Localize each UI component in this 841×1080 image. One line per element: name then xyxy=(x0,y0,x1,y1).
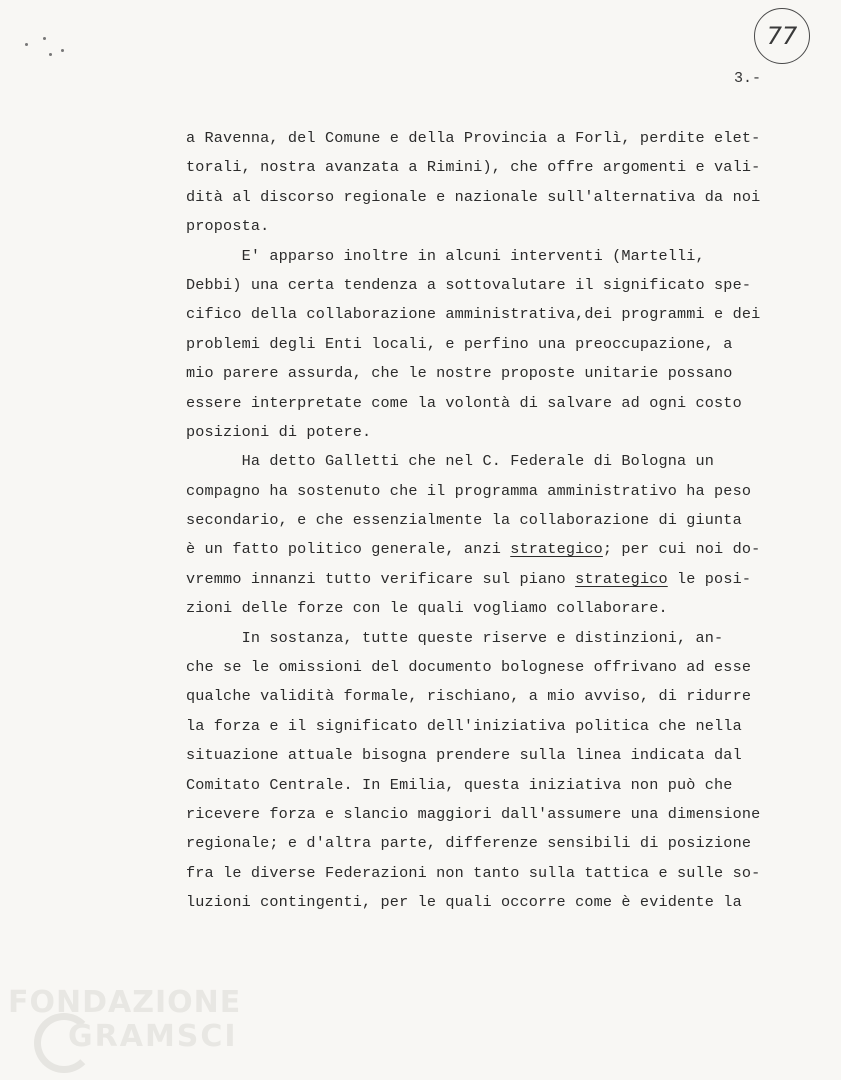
text-line: problemi degli Enti locali, e perfino una preoccupazione, a xyxy=(186,334,733,353)
text-line: qualche validità formale, rischiano, a mio avviso, di ridurre xyxy=(186,687,752,706)
text-line: luzioni contingenti, per le quali occorre come è evidente la xyxy=(186,893,742,912)
body-text xyxy=(186,124,786,918)
text-line: zioni delle forze con le quali vogliamo collaborare. xyxy=(186,599,668,618)
archive-page-stamp xyxy=(754,8,810,64)
watermark-line1: FONDAZIONE xyxy=(8,985,242,1020)
text-line: mio parere assurda, che le nostre proposte unitarie possano xyxy=(186,364,733,383)
underlined-word: strategico xyxy=(510,540,603,559)
text-line: proposta. xyxy=(186,217,270,236)
text-line: che se le omissioni del documento bolognese offrivano ad esse xyxy=(186,658,752,677)
text-line: Comitato Centrale. In Emilia, questa iniziativa non può che xyxy=(186,775,733,794)
underlined-word: strategico xyxy=(575,569,668,588)
stamp-number: 77 xyxy=(766,22,798,50)
text-line: E' apparso inoltre in alcuni interventi (Martelli, xyxy=(186,246,705,265)
text-line: secondario, e che essenzialmente la collaborazione di giunta xyxy=(186,511,742,530)
text-line: essere interpretate come la volontà di salvare ad ogni costo xyxy=(186,393,742,412)
text-line: è un fatto politico generale, anzi strategico; per cui noi do- xyxy=(186,540,761,559)
text-line: Debbi) una certa tendenza a sottovalutare il significato spe- xyxy=(186,275,752,294)
text-line: situazione attuale bisogna prendere sulla linea indicata dal xyxy=(186,746,742,765)
text-line: a Ravenna, del Comune e della Provincia a Forlì, perdite elet- xyxy=(186,129,761,147)
text-line: posizioni di potere. xyxy=(186,422,372,441)
text-line: cifico della collaborazione amministrativa,dei programmi e dei xyxy=(186,305,761,324)
text-line: vremmo innanzi tutto verificare sul piano strategico le posi- xyxy=(186,569,752,588)
text-line: In sostanza, tutte queste riserve e distinzioni, an- xyxy=(186,628,724,647)
text-line: fra le diverse Federazioni non tanto sulla tattica e sulle so- xyxy=(186,863,761,882)
text-line: ricevere forza e slancio maggiori dall'assumere una dimensione xyxy=(186,804,761,823)
text-line: Ha detto Galletti che nel C. Federale di Bologna un xyxy=(186,452,715,471)
paper-specks xyxy=(25,35,75,75)
text-line: la forza e il significato dell'iniziativa politica che nella xyxy=(186,716,742,735)
page-number: 3.- xyxy=(734,70,762,87)
fondazione-gramsci-watermark xyxy=(8,985,242,1075)
watermark-line2: GRAMSCI xyxy=(68,1019,238,1054)
text-line: compagno ha sostenuto che il programma amministrativo ha peso xyxy=(186,481,752,500)
text-line: regionale; e d'altra parte, differenze sensibili di posizione xyxy=(186,834,752,853)
text-line: dità al discorso regionale e nazionale sull'alternativa da noi xyxy=(186,187,761,206)
text-line: torali, nostra avanzata a Rimini), che offre argomenti e vali- xyxy=(186,158,761,177)
